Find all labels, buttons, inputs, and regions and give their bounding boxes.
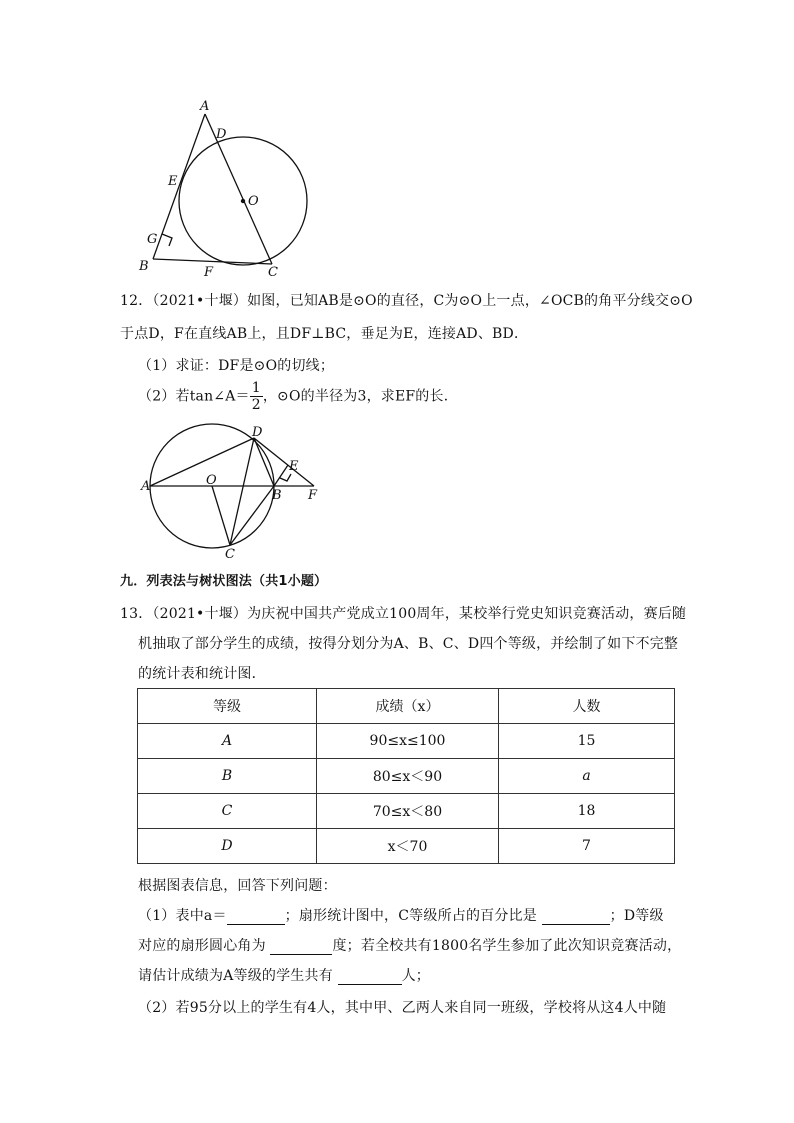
table-row bbox=[138, 724, 675, 759]
label-a: A bbox=[200, 99, 210, 114]
q12-number: 12． bbox=[120, 293, 153, 309]
count-cell: a bbox=[499, 759, 675, 794]
label-g: G bbox=[147, 232, 158, 247]
label-b: B bbox=[139, 259, 149, 274]
q13-p1-b: ；扇形统计图中，C等级所占的百分比是 bbox=[284, 908, 537, 924]
right-angle-mark-g bbox=[162, 234, 172, 246]
q12-part2 bbox=[138, 380, 458, 413]
q13-part1-line3 bbox=[138, 965, 430, 985]
answer-blank-c-percent[interactable] bbox=[542, 908, 610, 925]
q13-p1-c: ；D等级 bbox=[609, 908, 664, 924]
q13-prompt: 根据图表信息，回答下列问题： bbox=[138, 878, 337, 894]
q13-line3: 的统计表和统计图． bbox=[138, 666, 266, 682]
answer-blank-d-angle[interactable] bbox=[270, 938, 332, 955]
q13-line2: 机抽取了部分学生的成绩，按得分划分为A、B、C、D四个等级，并绘制了如下不完整 bbox=[138, 636, 679, 652]
grade-table bbox=[137, 688, 675, 864]
answer-blank-a[interactable] bbox=[227, 908, 285, 925]
q13-p1-line2-a: 对应的扇形圆心角为 bbox=[138, 938, 266, 954]
label-e-2: E bbox=[289, 459, 299, 474]
table-row bbox=[138, 794, 675, 829]
score-cell: 80≤x＜90 bbox=[317, 759, 499, 794]
fraction-denominator: 2 bbox=[251, 397, 261, 413]
label-d: D bbox=[216, 127, 227, 142]
label-o-2: O bbox=[206, 473, 217, 488]
answer-blank-a-count[interactable] bbox=[338, 968, 402, 985]
segment-be bbox=[274, 465, 288, 486]
q13-p1-line3-a: 请估计成绩为A等级的学生共有 bbox=[138, 968, 333, 984]
label-f: F bbox=[204, 265, 214, 280]
score-cell: 70≤x＜80 bbox=[317, 794, 499, 829]
label-d-2: D bbox=[252, 425, 263, 440]
score-cell: 90≤x≤100 bbox=[317, 724, 499, 759]
q13-source: （2021•十堰） bbox=[152, 606, 248, 622]
center-dot-o bbox=[241, 199, 245, 203]
q12-part2-post: ，⊙O的半径为3，求EF的长． bbox=[262, 388, 458, 405]
header-count: 人数 bbox=[499, 689, 675, 724]
count-cell: 7 bbox=[499, 829, 675, 864]
q12-part1: （1）求证：DF是⊙O的切线； bbox=[138, 358, 335, 374]
q13-part2: （2）若95分以上的学生有4人，其中甲、乙两人来自同一班级，学校将从这4人中随 bbox=[138, 1000, 667, 1016]
q12-line1 bbox=[120, 290, 693, 310]
segment-bc bbox=[153, 259, 272, 264]
figure-triangle-circle bbox=[130, 95, 330, 285]
count-cell: 18 bbox=[499, 794, 675, 829]
q13-number: 13． bbox=[120, 606, 153, 622]
q13-part1-line2 bbox=[138, 935, 681, 955]
q13-part1-line1 bbox=[138, 905, 664, 925]
label-f-2: F bbox=[308, 488, 318, 503]
q13-p1-a: （1）表中a＝ bbox=[138, 908, 227, 924]
q13-line1 bbox=[120, 603, 686, 623]
grade-cell: C bbox=[138, 794, 317, 829]
header-score: 成绩（x） bbox=[317, 689, 499, 724]
label-c: C bbox=[268, 265, 278, 280]
header-grade: 等级 bbox=[138, 689, 317, 724]
q12-line1-text: 如图，已知AB是⊙O的直径，C为⊙O上一点，∠OCB的角平分线交⊙O bbox=[247, 293, 693, 309]
table-header-row bbox=[138, 689, 675, 724]
segment-oc bbox=[212, 486, 230, 545]
section-title: 九．列表法与树状图法（共1小题） bbox=[120, 574, 328, 589]
segment-ab bbox=[153, 114, 205, 259]
grade-cell: B bbox=[138, 759, 317, 794]
label-o: O bbox=[248, 194, 259, 209]
fraction-one-half bbox=[250, 380, 263, 413]
q12-line2: 于点D，F在直线AB上，且DF⊥BC，垂足为E，连接AD、BD． bbox=[120, 326, 529, 342]
q12-part2-pre: （2）若tan∠A＝ bbox=[138, 388, 250, 405]
q13-p1-line2-b: 度；若全校共有1800名学生参加了此次知识竞赛活动， bbox=[332, 938, 682, 954]
q13-line1-text: 为庆祝中国共产党成立100周年，某校举行党史知识竞赛活动，赛后随 bbox=[247, 606, 687, 622]
grade-cell: D bbox=[138, 829, 317, 864]
label-b-2: B bbox=[272, 488, 282, 503]
count-cell: 15 bbox=[499, 724, 675, 759]
score-cell: x＜70 bbox=[317, 829, 499, 864]
q13-p1-line3-b: 人； bbox=[401, 968, 430, 984]
grade-cell: A bbox=[138, 724, 317, 759]
table-row bbox=[138, 759, 675, 794]
segment-df bbox=[254, 438, 314, 486]
fraction-numerator: 1 bbox=[251, 380, 261, 396]
table-row bbox=[138, 829, 675, 864]
label-e: E bbox=[168, 174, 178, 189]
q12-source: （2021•十堰） bbox=[152, 293, 248, 309]
label-c-2: C bbox=[225, 547, 235, 562]
figure-circle-tangent bbox=[138, 422, 328, 562]
label-a-2: A bbox=[141, 479, 151, 494]
